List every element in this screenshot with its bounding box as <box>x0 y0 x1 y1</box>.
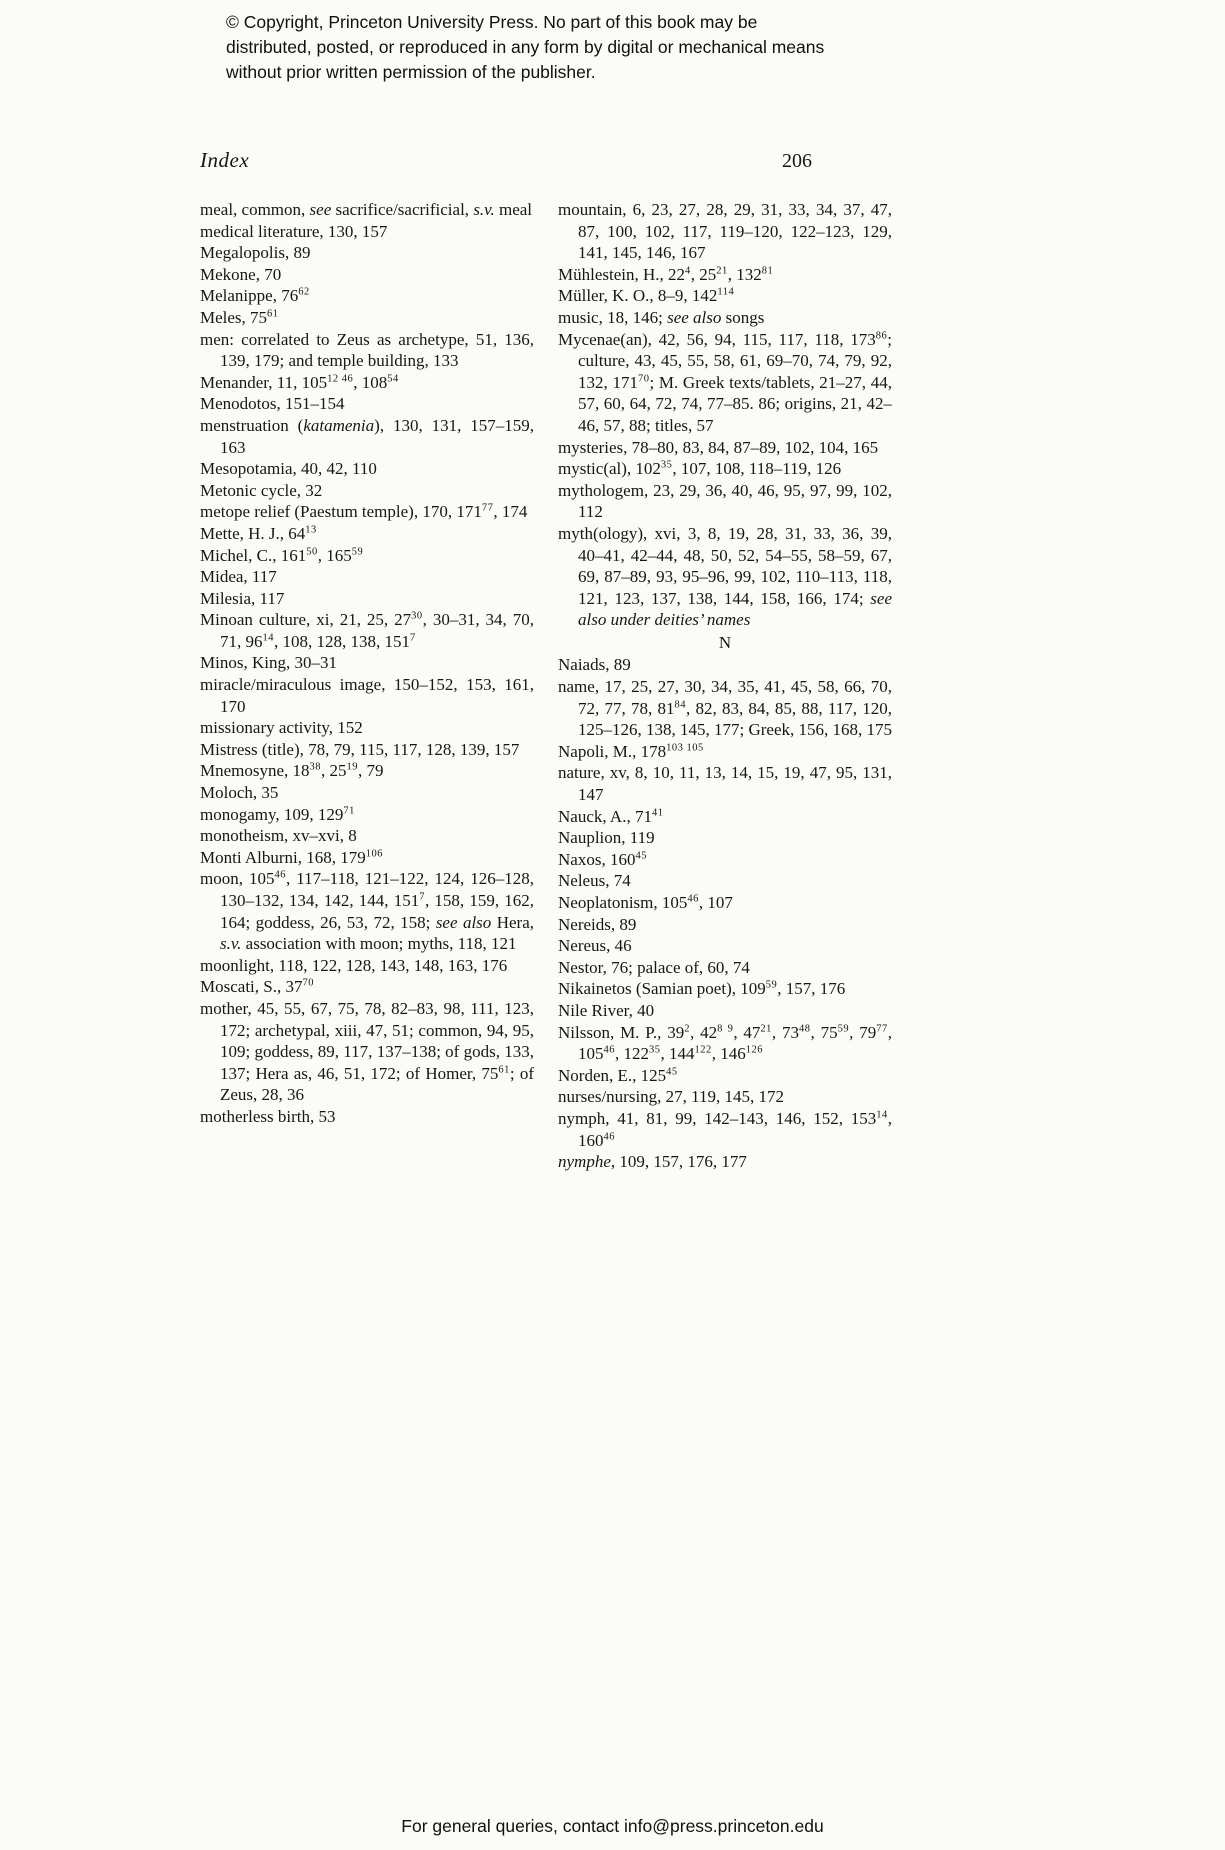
index-entry: Neleus, 74 <box>558 871 631 891</box>
page-header <box>200 148 812 173</box>
index-entry: Nauplion, 119 <box>558 828 655 848</box>
index-entry: Mesopotamia, 40, 42, 110 <box>200 459 377 479</box>
index-entry: name, 17, 25, 27, 30, 34, 35, 41, 45, 58, 66, 70, 72, 77, 78, $81^{84}$, 82, 83, 84, 85, 88, 117, 120, 125–126, 138, 145, 177; Greek, 156, 168, 175 <box>558 677 893 740</box>
index-entry: Metonic cycle, 32 <box>200 480 323 500</box>
copyright-notice: © Copyright, Princeton University Press. No part of this book may be distributed, posted, or reproduced in any form by digital or mechanical means without prior written permission of the publisher. <box>226 12 825 82</box>
index-entry: moonlight, 118, 122, 128, 143, 148, 163, 176 <box>200 955 508 975</box>
index-entry: nurses/nursing, 27, 119, 145, 172 <box>558 1087 785 1107</box>
index-entry: menstruation (katamenia), 130, 131, 157–159, 163 <box>200 415 535 457</box>
index-entry: mother, 45, 55, 67, 75, 78, 82–83, 98, 111, 123, 172; archetypal, xiii, 47, 51; common, 94, 95, 109; goddess, 89, 117, 137–138; of gods, 133, 137; Hera as, 46, 51, 172; of Homer, $75^{61}$; of Zeus, 28, 36 <box>200 998 534 1105</box>
index-entry: nature, xv, 8, 10, 11, 13, 14, 15, 19, 47, 95, 131, 147 <box>558 763 892 805</box>
index-entry: Nereus, 46 <box>558 936 632 956</box>
index-entry: Nilsson, M. P., $39^2$, $42^{8 9}$, $47^{21}$, $73^{48}$, $75^{59}$, $79^{77}$, $105^{46}$, $122^{35}$, $144^{122}$, $146^{126}$ <box>558 1022 892 1064</box>
index-entry: nymph, 41, 81, 99, 142–143, 146, 152, $153^{14}$, $160^{46}$ <box>558 1108 892 1150</box>
index-entry: myth(ology), xvi, 3, 8, 19, 28, 31, 33, 36, 39, 40–41, 42–44, 48, 50, 52, 54–55, 58–59, 67, 69, 87–89, 93, 95–96, 99, 102, 110–113, 118, 121, 123, 137, 138, 144, 158, 166, 174; see also under deities’ names <box>558 523 892 630</box>
index-entry: Nestor, 76; palace of, 60, 74 <box>558 957 750 977</box>
page-number: 206 <box>782 150 812 172</box>
index-entry: Michel, C., $161^{50}$, $165^{59}$ <box>200 545 364 565</box>
index-entry: meal, common, see sacrifice/sacrificial, s.v. meal <box>200 200 533 219</box>
index-entry: Nikainetos (Samian poet), $109^{59}$, 157, 176 <box>558 979 846 999</box>
index-entry: Mekone, 70 <box>200 264 282 284</box>
index-entry: Moloch, 35 <box>200 783 279 803</box>
index-entry: mythologem, 23, 29, 36, 40, 46, 95, 97, 99, 102, 112 <box>558 480 892 522</box>
index-entry: Mycenae(an), 42, 56, 94, 115, 117, 118, $173^{86}$; culture, 43, 45, 55, 58, 61, 69–70, 74, 79, 92, 132, $171^{70}$; M. Greek texts/tablets, 21–27, 44, 57, 60, 64, 72, 74, 77–85. 86; origins, 21, 42–46, 57, 88; titles, 57 <box>558 329 893 435</box>
index-column-right <box>558 199 892 1173</box>
index-entry: missionary activity, 152 <box>200 718 363 738</box>
index-entry: miracle/miraculous image, 150–152, 153, 161, 170 <box>200 675 534 716</box>
index-title: Index <box>200 148 250 172</box>
index-entry: Norden, E., $125^{45}$ <box>558 1065 678 1085</box>
index-entry: motherless birth, 53 <box>200 1106 336 1126</box>
index-entry: Nereids, 89 <box>558 914 637 934</box>
index-entry: medical literature, 130, 157 <box>200 221 388 241</box>
index-entry: Napoli, M., $178^{103 105}$ <box>558 741 704 761</box>
index-entry: Müller, K. O., 8–9, $142^{114}$ <box>558 286 735 306</box>
index-entry: monotheism, xv–xvi, 8 <box>200 826 357 846</box>
index-entry: mystic(al), $102^{35}$, 107, 108, 118–119, 126 <box>558 459 842 479</box>
index-entry: Midea, 117 <box>200 567 277 587</box>
index-entry: music, 18, 146; see also songs <box>558 307 765 327</box>
index-entry: Melanippe, $76^{62}$ <box>200 286 310 306</box>
index-section-heading: N <box>718 632 732 652</box>
index-entry: Nile River, 40 <box>558 1000 655 1020</box>
index-entry: mountain, 6, 23, 27, 28, 29, 31, 33, 34, 37, 47, 87, 100, 102, 117, 119–120, 122–123, 129, 141, 145, 146, 167 <box>558 200 892 263</box>
index-entry: Naxos, $160^{45}$ <box>558 849 647 869</box>
index-entry: Neoplatonism, $105^{46}$, 107 <box>558 893 733 912</box>
index-entry: moon, $105^{46}$, 117–118, 121–122, 124, 126–128, 130–132, 134, 142, 144, $151^7$, 158, 159, 162, 164; goddess, 26, 53, 72, 158; see also Hera, s.v. association with moon; myths, 118, 121 <box>200 869 535 954</box>
index-entry: Mistress (title), 78, 79, 115, 117, 128, 139, 157 <box>200 739 520 759</box>
index-entry: Naiads, 89 <box>558 655 631 675</box>
index-entry: Monti Alburni, 168, $179^{106}$ <box>200 847 384 867</box>
index-entry: Megalopolis, 89 <box>200 243 311 263</box>
index-entry: Mühlestein, H., $22^4$, $25^{21}$, $132^{81}$ <box>558 264 774 284</box>
index-entry: Nauck, A., $71^{41}$ <box>558 806 664 826</box>
index-entry: men: correlated to Zeus as archetype, 51, 136, 139, 179; and temple building, 133 <box>200 329 534 371</box>
index-entry: Meles, $75^{61}$ <box>200 307 279 327</box>
footer-contact-text: For general queries, contact info@press.princeton.edu <box>401 1816 824 1836</box>
index-column-left <box>200 199 534 1173</box>
index-entry: monogamy, 109, $129^{71}$ <box>200 804 355 824</box>
index-entry: mysteries, 78–80, 83, 84, 87–89, 102, 104, 165 <box>558 437 879 457</box>
index-entry: Menodotos, 151–154 <box>200 394 345 414</box>
index-entry: Mnemosyne, $18^{38}$, $25^{19}$, 79 <box>200 761 384 781</box>
index-columns <box>200 199 892 1173</box>
index-entry: Milesia, 117 <box>200 588 285 608</box>
index-entry: Mette, H. J., $64^{13}$ <box>200 523 317 543</box>
index-entry: Moscati, S., $37^{70}$ <box>200 977 314 997</box>
index-entry: Minoan culture, xi, 21, 25, $27^{30}$, 30–31, 34, 70, 71, $96^{14}$, 108, 128, 138, $151^7$ <box>200 610 535 651</box>
index-entry: nymphe, 109, 157, 176, 177 <box>558 1152 747 1172</box>
index-entry: Menander, 11, $105^{12 46}$, $108^{54}$ <box>200 372 399 392</box>
index-entry: metope relief (Paestum temple), 170, $171^{77}$, 174 <box>200 502 528 522</box>
index-entry: Minos, King, 30–31 <box>200 653 337 673</box>
